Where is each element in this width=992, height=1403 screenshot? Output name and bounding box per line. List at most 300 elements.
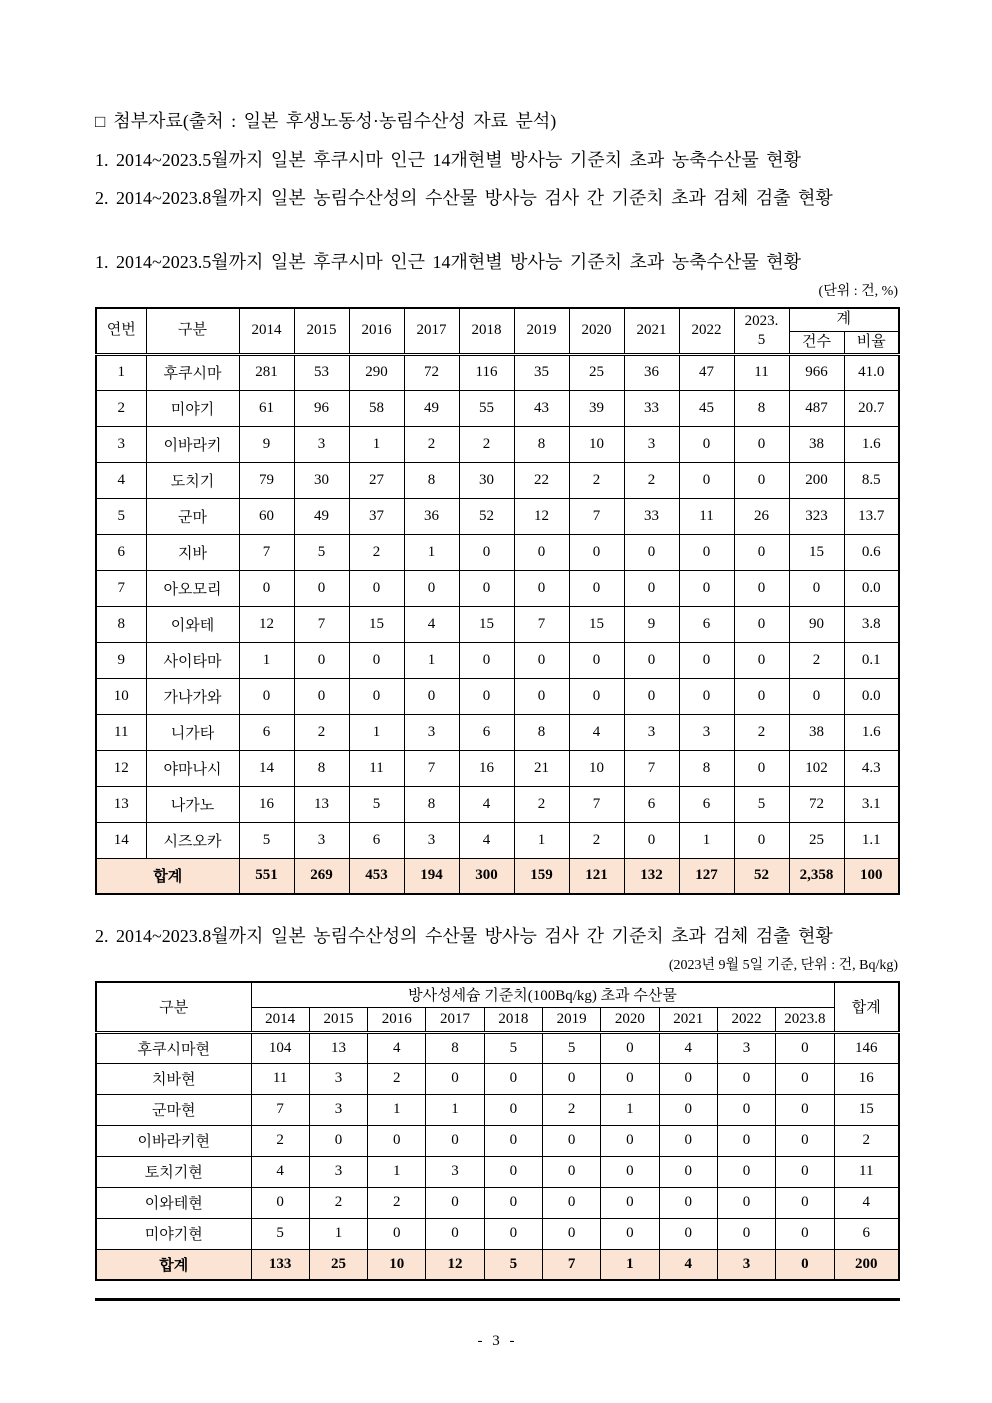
ratio-cell: 0.0 <box>844 570 899 606</box>
count-cell: 102 <box>789 750 844 786</box>
seq-cell: 2 <box>96 390 146 426</box>
value-cell: 0 <box>734 678 789 714</box>
value-cell: 1 <box>426 1094 484 1125</box>
value-cell: 6 <box>679 786 734 822</box>
value-cell: 0 <box>734 534 789 570</box>
value-cell: 7 <box>569 498 624 534</box>
total-cell: 11 <box>834 1156 899 1187</box>
region-cell: 군마 <box>146 498 239 534</box>
value-cell: 0 <box>404 678 459 714</box>
value-cell: 0 <box>717 1187 775 1218</box>
table2-header-year: 2020 <box>601 1007 659 1032</box>
value-cell: 8 <box>734 390 789 426</box>
region-cell: 미야기현 <box>96 1218 251 1249</box>
value-cell: 7 <box>514 606 569 642</box>
value-cell: 8 <box>514 426 569 462</box>
seq-cell: 4 <box>96 462 146 498</box>
count-cell: 38 <box>789 714 844 750</box>
total-value-cell: 1 <box>601 1249 659 1280</box>
value-cell: 6 <box>459 714 514 750</box>
value-cell: 36 <box>624 354 679 390</box>
value-cell: 0 <box>239 570 294 606</box>
value-cell: 0 <box>717 1063 775 1094</box>
value-cell: 0 <box>349 570 404 606</box>
value-cell: 0 <box>659 1094 717 1125</box>
table1-body <box>96 354 899 894</box>
table1-header-year: 2014 <box>239 308 294 354</box>
value-cell: 0 <box>426 1187 484 1218</box>
count-cell: 72 <box>789 786 844 822</box>
count-cell: 2 <box>789 642 844 678</box>
value-cell: 1 <box>368 1156 426 1187</box>
value-cell: 6 <box>679 606 734 642</box>
value-cell: 104 <box>251 1032 309 1063</box>
count-cell: 15 <box>789 534 844 570</box>
table2-header-year: 2017 <box>426 1007 484 1032</box>
value-cell: 6 <box>624 786 679 822</box>
value-cell: 0 <box>659 1156 717 1187</box>
table1-header-seq: 연번 <box>96 308 146 354</box>
value-cell: 0 <box>239 678 294 714</box>
total-value-cell: 194 <box>404 858 459 894</box>
value-cell: 0 <box>776 1156 834 1187</box>
value-cell: 15 <box>349 606 404 642</box>
total-value-cell: 12 <box>426 1249 484 1280</box>
value-cell: 0 <box>624 822 679 858</box>
value-cell: 0 <box>601 1187 659 1218</box>
value-cell: 3 <box>309 1156 367 1187</box>
value-cell: 0 <box>624 678 679 714</box>
table1-header-ratio: 비율 <box>844 331 899 354</box>
table1-header-2023-5 <box>734 308 789 354</box>
value-cell: 37 <box>349 498 404 534</box>
table2-total-row <box>96 1249 899 1280</box>
value-cell: 0 <box>514 642 569 678</box>
total-value-cell: 5 <box>484 1249 542 1280</box>
total-label-cell: 합계 <box>96 858 239 894</box>
value-cell: 0 <box>484 1218 542 1249</box>
value-cell: 1 <box>404 642 459 678</box>
value-cell: 0 <box>776 1187 834 1218</box>
seq-cell: 5 <box>96 498 146 534</box>
attachment-source-text: 첨부자료(출처 : 일본 후생노동성·농림수산성 자료 분석) <box>113 111 557 131</box>
ratio-cell: 4.3 <box>844 750 899 786</box>
value-cell: 0 <box>569 642 624 678</box>
value-cell: 2 <box>251 1125 309 1156</box>
value-cell: 0 <box>459 642 514 678</box>
value-cell: 0 <box>426 1218 484 1249</box>
value-cell: 1 <box>368 1094 426 1125</box>
region-cell: 나가노 <box>146 786 239 822</box>
total-value-cell: 269 <box>294 858 349 894</box>
value-cell: 0 <box>776 1218 834 1249</box>
count-cell: 966 <box>789 354 844 390</box>
value-cell: 15 <box>459 606 514 642</box>
value-cell: 3 <box>294 822 349 858</box>
value-cell: 0 <box>349 678 404 714</box>
seq-cell: 9 <box>96 642 146 678</box>
table1-header-year: 2017 <box>404 308 459 354</box>
table2-row <box>96 1094 899 1125</box>
ratio-cell: 1.6 <box>844 426 899 462</box>
value-cell: 0 <box>734 426 789 462</box>
ratio-cell: 0.0 <box>844 678 899 714</box>
ratio-cell: 0.6 <box>844 534 899 570</box>
value-cell: 4 <box>404 606 459 642</box>
count-cell: 0 <box>789 678 844 714</box>
seq-cell: 6 <box>96 534 146 570</box>
region-cell: 이와테 <box>146 606 239 642</box>
table1-row <box>96 354 899 390</box>
value-cell: 0 <box>776 1094 834 1125</box>
value-cell: 0 <box>624 534 679 570</box>
total-cell: 6 <box>834 1218 899 1249</box>
ratio-cell: 0.1 <box>844 642 899 678</box>
value-cell: 39 <box>569 390 624 426</box>
value-cell: 281 <box>239 354 294 390</box>
value-cell: 12 <box>514 498 569 534</box>
value-cell: 1 <box>349 714 404 750</box>
region-cell: 이바라키 <box>146 426 239 462</box>
table2-header-year: 2015 <box>309 1007 367 1032</box>
seq-cell: 13 <box>96 786 146 822</box>
value-cell: 0 <box>679 462 734 498</box>
value-cell: 30 <box>459 462 514 498</box>
value-cell: 5 <box>542 1032 600 1063</box>
ratio-cell: 1.1 <box>844 822 899 858</box>
value-cell: 8 <box>514 714 569 750</box>
table1-header-count: 건수 <box>789 331 844 354</box>
value-cell: 0 <box>251 1187 309 1218</box>
table1-header-total-group: 계 <box>789 308 899 331</box>
value-cell: 0 <box>601 1032 659 1063</box>
value-cell: 0 <box>717 1125 775 1156</box>
table1-row <box>96 714 899 750</box>
value-cell: 5 <box>734 786 789 822</box>
value-cell: 6 <box>239 714 294 750</box>
value-cell: 11 <box>349 750 404 786</box>
value-cell: 0 <box>734 570 789 606</box>
seq-cell: 12 <box>96 750 146 786</box>
value-cell: 13 <box>294 786 349 822</box>
value-cell: 36 <box>404 498 459 534</box>
value-cell: 2 <box>294 714 349 750</box>
value-cell: 0 <box>734 822 789 858</box>
value-cell: 9 <box>239 426 294 462</box>
value-cell: 2 <box>542 1094 600 1125</box>
region-cell: 니가타 <box>146 714 239 750</box>
table1-head <box>96 308 899 354</box>
section2-title: 2. 2014~2023.8월까지 일본 농림수산성의 수산물 방사능 검사 간 기준치 초과 검체 검출 현황 <box>95 926 833 946</box>
value-cell: 2 <box>569 822 624 858</box>
value-cell: 1 <box>239 642 294 678</box>
total-count-cell: 2,358 <box>789 858 844 894</box>
value-cell: 0 <box>601 1156 659 1187</box>
count-cell: 0 <box>789 570 844 606</box>
value-cell: 96 <box>294 390 349 426</box>
value-cell: 2 <box>514 786 569 822</box>
value-cell: 3 <box>294 426 349 462</box>
total-value-cell: 4 <box>659 1249 717 1280</box>
total-value-cell: 159 <box>514 858 569 894</box>
total-value-cell: 127 <box>679 858 734 894</box>
value-cell: 0 <box>569 570 624 606</box>
value-cell: 0 <box>679 678 734 714</box>
region-cell: 도치기 <box>146 462 239 498</box>
table2-head-row-1 <box>96 982 899 1007</box>
value-cell: 4 <box>459 786 514 822</box>
value-cell: 79 <box>239 462 294 498</box>
count-cell: 200 <box>789 462 844 498</box>
value-cell: 0 <box>601 1218 659 1249</box>
page-number: - 3 - <box>477 1333 518 1349</box>
total-cell: 16 <box>834 1063 899 1094</box>
value-cell: 0 <box>624 570 679 606</box>
value-cell: 0 <box>426 1063 484 1094</box>
region-cell: 치바현 <box>96 1063 251 1094</box>
region-cell: 이바라키현 <box>96 1125 251 1156</box>
value-cell: 0 <box>542 1125 600 1156</box>
table1-row <box>96 570 899 606</box>
table1-header-year: 2020 <box>569 308 624 354</box>
value-cell: 16 <box>459 750 514 786</box>
value-cell: 8 <box>404 462 459 498</box>
region-cell: 시즈오카 <box>146 822 239 858</box>
table1-row <box>96 750 899 786</box>
value-cell: 0 <box>624 642 679 678</box>
region-cell: 군마현 <box>96 1094 251 1125</box>
value-cell: 290 <box>349 354 404 390</box>
value-cell: 0 <box>659 1218 717 1249</box>
total-value-cell: 300 <box>459 858 514 894</box>
value-cell: 7 <box>239 534 294 570</box>
total-cell: 15 <box>834 1094 899 1125</box>
table2-header-category: 구분 <box>96 982 251 1032</box>
value-cell: 58 <box>349 390 404 426</box>
total-value-cell: 453 <box>349 858 404 894</box>
value-cell: 6 <box>349 822 404 858</box>
value-cell: 27 <box>349 462 404 498</box>
value-cell: 2 <box>624 462 679 498</box>
value-cell: 7 <box>404 750 459 786</box>
seq-cell: 3 <box>96 426 146 462</box>
value-cell: 0 <box>484 1094 542 1125</box>
table1-header-year: 2021 <box>624 308 679 354</box>
value-cell: 2 <box>349 534 404 570</box>
value-cell: 0 <box>542 1218 600 1249</box>
table1-row <box>96 822 899 858</box>
table2-row <box>96 1187 899 1218</box>
value-cell: 0 <box>349 642 404 678</box>
value-cell: 0 <box>484 1156 542 1187</box>
value-cell: 61 <box>239 390 294 426</box>
value-cell: 33 <box>624 390 679 426</box>
count-cell: 323 <box>789 498 844 534</box>
value-cell: 14 <box>239 750 294 786</box>
region-cell: 사이타마 <box>146 642 239 678</box>
value-cell: 0 <box>514 678 569 714</box>
value-cell: 49 <box>294 498 349 534</box>
total-value-cell: 133 <box>251 1249 309 1280</box>
value-cell: 7 <box>294 606 349 642</box>
region-cell: 토치기현 <box>96 1156 251 1187</box>
value-cell: 33 <box>624 498 679 534</box>
table2 <box>95 981 900 1281</box>
region-cell: 가나가와 <box>146 678 239 714</box>
value-cell: 0 <box>368 1218 426 1249</box>
table1-row <box>96 678 899 714</box>
value-cell: 8 <box>679 750 734 786</box>
value-cell: 15 <box>569 606 624 642</box>
table1-header-2023-5-line2: 5 <box>757 331 766 348</box>
table1-row <box>96 426 899 462</box>
value-cell: 8 <box>404 786 459 822</box>
table2-row <box>96 1063 899 1094</box>
value-cell: 11 <box>679 498 734 534</box>
ratio-cell: 13.7 <box>844 498 899 534</box>
value-cell: 3 <box>624 714 679 750</box>
total-value-cell: 551 <box>239 858 294 894</box>
value-cell: 1 <box>309 1218 367 1249</box>
total-value-cell: 0 <box>776 1249 834 1280</box>
value-cell: 3 <box>404 714 459 750</box>
region-cell: 이와테현 <box>96 1187 251 1218</box>
value-cell: 0 <box>776 1063 834 1094</box>
region-cell: 후쿠시마현 <box>96 1032 251 1063</box>
table1-header-year: 2015 <box>294 308 349 354</box>
value-cell: 0 <box>294 678 349 714</box>
seq-cell: 7 <box>96 570 146 606</box>
table1-header-2023-5-line1: 2023. <box>744 312 779 329</box>
value-cell: 3 <box>624 426 679 462</box>
table2-header-year: 2022 <box>717 1007 775 1032</box>
value-cell: 4 <box>569 714 624 750</box>
value-cell: 49 <box>404 390 459 426</box>
value-cell: 30 <box>294 462 349 498</box>
total-value-cell: 121 <box>569 858 624 894</box>
value-cell: 0 <box>459 570 514 606</box>
value-cell: 3 <box>309 1094 367 1125</box>
value-cell: 0 <box>717 1218 775 1249</box>
square-bullet-icon: □ <box>95 112 106 131</box>
region-cell: 아오모리 <box>146 570 239 606</box>
table2-head <box>96 982 899 1032</box>
table1-head-row-1 <box>96 308 899 331</box>
intro-item-2: 2. 2014~2023.8월까지 일본 농림수산성의 수산물 방사능 검사 간 기준치 초과 검체 검출 현황 <box>95 188 833 208</box>
count-cell: 38 <box>789 426 844 462</box>
total-value-cell: 10 <box>368 1249 426 1280</box>
value-cell: 2 <box>404 426 459 462</box>
value-cell: 22 <box>514 462 569 498</box>
value-cell: 0 <box>542 1187 600 1218</box>
total-cell: 4 <box>834 1187 899 1218</box>
value-cell: 0 <box>459 534 514 570</box>
table2-header-year: 2018 <box>484 1007 542 1032</box>
value-cell: 43 <box>514 390 569 426</box>
value-cell: 5 <box>239 822 294 858</box>
value-cell: 0 <box>734 606 789 642</box>
value-cell: 8 <box>426 1032 484 1063</box>
intro-item-1: 1. 2014~2023.5월까지 일본 후쿠시마 인근 14개현별 방사능 기준치 초과 농축수산물 현황 <box>95 150 801 170</box>
value-cell: 0 <box>404 570 459 606</box>
total-label-cell: 합계 <box>96 1249 251 1280</box>
value-cell: 3 <box>309 1063 367 1094</box>
table2-row <box>96 1156 899 1187</box>
table2-header-total: 합계 <box>834 982 899 1032</box>
ratio-cell: 1.6 <box>844 714 899 750</box>
value-cell: 0 <box>659 1187 717 1218</box>
table1 <box>95 307 900 895</box>
total-ratio-cell: 100 <box>844 858 899 894</box>
value-cell: 0 <box>484 1187 542 1218</box>
ratio-cell: 41.0 <box>844 354 899 390</box>
table2-header-year: 2023.8 <box>776 1007 834 1032</box>
value-cell: 1 <box>514 822 569 858</box>
value-cell: 7 <box>624 750 679 786</box>
table2-row <box>96 1032 899 1063</box>
seq-cell: 8 <box>96 606 146 642</box>
value-cell: 0 <box>776 1125 834 1156</box>
total-value-cell: 25 <box>309 1249 367 1280</box>
table1-row <box>96 786 899 822</box>
value-cell: 0 <box>717 1094 775 1125</box>
value-cell: 3 <box>426 1156 484 1187</box>
table1-header-year: 2022 <box>679 308 734 354</box>
table1-row <box>96 390 899 426</box>
total-cell: 146 <box>834 1032 899 1063</box>
value-cell: 72 <box>404 354 459 390</box>
count-cell: 90 <box>789 606 844 642</box>
table1-row <box>96 498 899 534</box>
table2-unit-note: (2023년 9월 5일 기준, 단위 : 건, Bq/kg) <box>668 958 898 973</box>
table1-header-category: 구분 <box>146 308 239 354</box>
table1-row <box>96 606 899 642</box>
table1-header-year: 2019 <box>514 308 569 354</box>
value-cell: 1 <box>404 534 459 570</box>
count-cell: 487 <box>789 390 844 426</box>
section1-title: 1. 2014~2023.5월까지 일본 후쿠시마 인근 14개현별 방사능 기준치 초과 농축수산물 현황 <box>95 252 801 272</box>
value-cell: 5 <box>349 786 404 822</box>
total-value-cell: 7 <box>542 1249 600 1280</box>
value-cell: 0 <box>569 678 624 714</box>
table1-header-year: 2016 <box>349 308 404 354</box>
seq-cell: 14 <box>96 822 146 858</box>
table2-body <box>96 1032 899 1280</box>
value-cell: 2 <box>569 462 624 498</box>
table2-header-year: 2021 <box>659 1007 717 1032</box>
value-cell: 1 <box>349 426 404 462</box>
table2-header-year: 2014 <box>251 1007 309 1032</box>
total-value-cell: 3 <box>717 1249 775 1280</box>
table2-header-year: 2019 <box>542 1007 600 1032</box>
region-cell: 지바 <box>146 534 239 570</box>
value-cell: 53 <box>294 354 349 390</box>
value-cell: 4 <box>251 1156 309 1187</box>
value-cell: 0 <box>484 1125 542 1156</box>
table2-row <box>96 1125 899 1156</box>
value-cell: 0 <box>734 462 789 498</box>
value-cell: 3 <box>404 822 459 858</box>
region-cell: 야마나시 <box>146 750 239 786</box>
table1-row <box>96 462 899 498</box>
table1-total-row <box>96 858 899 894</box>
attachment-source-line <box>95 102 900 141</box>
value-cell: 5 <box>294 534 349 570</box>
value-cell: 0 <box>294 570 349 606</box>
value-cell: 2 <box>368 1187 426 1218</box>
ratio-cell: 8.5 <box>844 462 899 498</box>
table2-row <box>96 1218 899 1249</box>
